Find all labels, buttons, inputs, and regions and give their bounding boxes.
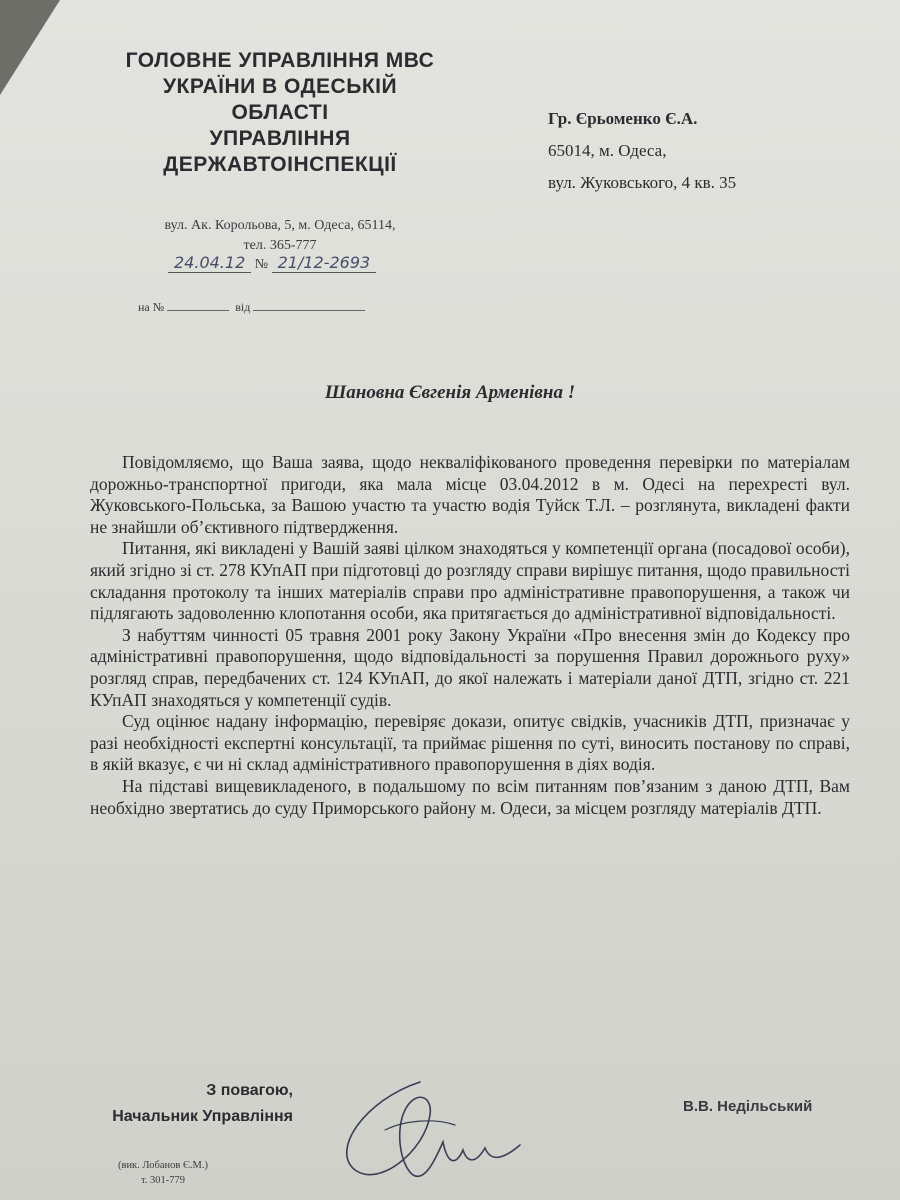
salutation: Шановна Євгенія Арменівна ! — [324, 382, 576, 403]
handwritten-signature — [325, 1070, 525, 1190]
executor-phone: т. 301-779 — [140, 1175, 186, 1186]
org-line: ОБЛАСТІ — [231, 101, 329, 124]
organization-address — [115, 216, 445, 256]
organization-header — [95, 48, 465, 178]
reference-line — [138, 300, 365, 315]
org-line: УПРАВЛІННЯ — [209, 127, 351, 150]
signer-name: В.В. Недільський — [683, 1098, 813, 1115]
recipient-postal: 65014, м. Одеса, — [548, 141, 667, 160]
signer-position: Начальник Управління — [112, 1108, 293, 1125]
ref-date-label: від — [235, 300, 251, 314]
body-paragraph: Питання, які викладені у Вашій заяві цілком знаходяться у компетенції органа (посадової особи), який згідно зі ст. 278 КУпАП при підготовці до розгляду справи вирішує питання, щодо правильності складання протоколу та інших матеріалів справи про адміністративне правопорушення, а також чи підлягають задоволенню клопотання особи, яка притягається до адміністративної відповідальності. — [90, 538, 850, 624]
executor-block — [108, 1158, 218, 1188]
org-line: ДЕРЖАВТОІНСПЕКЦІЇ — [163, 153, 397, 176]
org-line: УКРАЇНИ В ОДЕСЬКІЙ — [162, 75, 398, 98]
ref-date-blank — [253, 300, 365, 311]
outgoing-number: 21/12-2693 — [272, 253, 377, 273]
phone-line: тел. 365-777 — [243, 238, 317, 253]
recipient-street: вул. Жуковського, 4 кв. 35 — [548, 173, 737, 192]
body-paragraph: З набуттям чинності 05 травня 2001 року Закону України «Про внесення змін до Кодексу про адміністративні правопорушення, щодо відповідальності за порушення Правил дорожнього руху» розгляд справ, передбачених ст. 124 КУпАП, до якої належать і матеріали даної ДТП, згідно ст. 221 КУпАП знаходяться у компетенції судів. — [90, 624, 850, 710]
address-line: вул. Ак. Корольова, 5, м. Одеса, 65114, — [164, 218, 396, 233]
recipient-block — [548, 103, 736, 199]
body-paragraph: На підставі вищевикладеного, в подальшому по всім питанням пов’язаним з даною ДТП, Вам необхідно звертатись до суду Приморського району м. Одеси, за місцем розгляду матеріалів ДТП. — [90, 775, 850, 818]
letter-body — [90, 452, 850, 819]
registration-line — [168, 253, 376, 273]
number-label: № — [254, 257, 269, 272]
body-paragraph: Повідомляємо, що Ваша заява, щодо некваліфікованого проведення перевірки по матеріалам дорожньо-транспортної пригоди, яка мала місце 03.04.2012 в м. Одесі на перехресті вул. Жуковського-Польська, за Вашою участю та участю водія Туйск Т.Л. – розглянута, викладені факти не знайшли об’єктивного підтвердження. — [90, 452, 850, 537]
recipient-name: Гр. Єрьоменко Є.А. — [548, 109, 698, 128]
closing-block — [48, 1078, 293, 1130]
outgoing-date: 24.04.12 — [168, 253, 251, 273]
body-paragraph: Суд оцінює надану інформацію, перевіряє докази, опитує свідків, учасників ДТП, призначає у разі необхідності експертні консультації, та приймає рішення по суті, виносить постанову по справі, в якій вказує, є чи ні склад адміністративного правопорушення в діях водія. — [90, 711, 850, 775]
org-line: ГОЛОВНЕ УПРАВЛІННЯ МВС — [125, 49, 435, 72]
regards-text: З повагою, — [206, 1082, 293, 1099]
folded-corner — [0, 0, 60, 95]
ref-number-blank — [167, 300, 229, 311]
executor-name: (вик. Лобанов Є.М.) — [117, 1160, 208, 1171]
ref-number-label: на № — [138, 300, 165, 314]
